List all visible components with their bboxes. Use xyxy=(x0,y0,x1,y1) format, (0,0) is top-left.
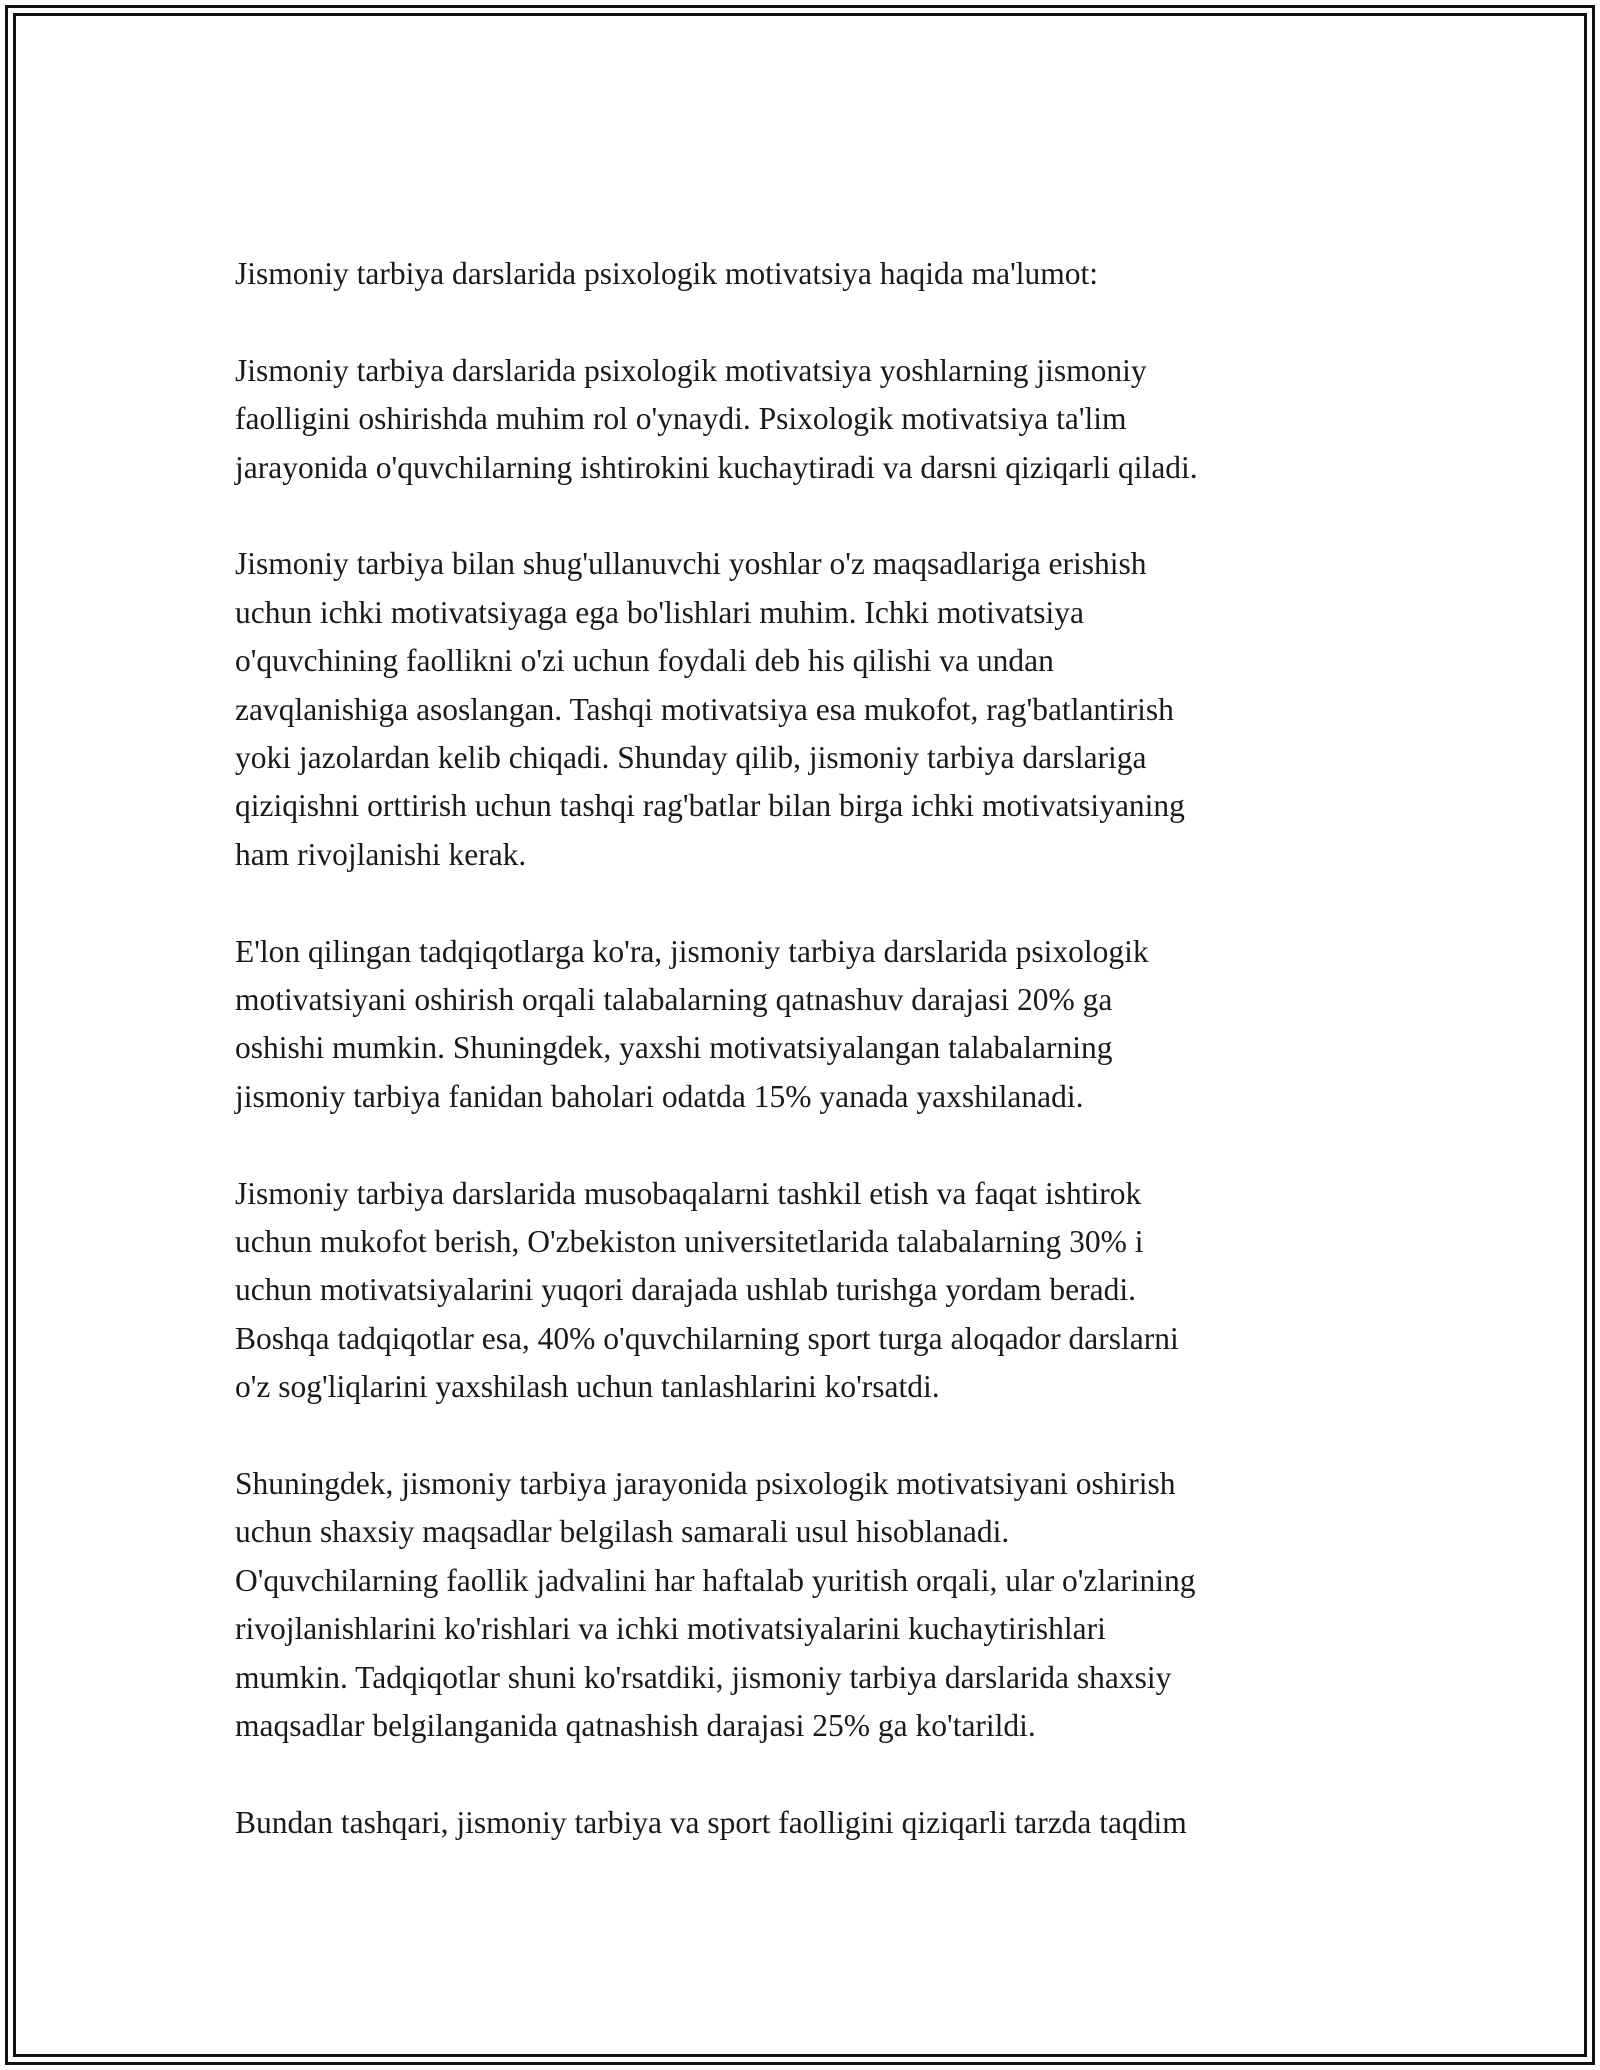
paragraph-research-statistics: E'lon qilingan tadqiqotlarga ko'ra, jismoniy tarbiya darslarida psixologik motivatsiyani oshirish orqali talabalarning qatnashuv darajasi 20% ga oshishi mumkin. Shuningdek, yaxshi motivatsiyalangan talabalarning jismoniy tarbiya fanidan baholari odatda 15% yanada yaxshilanadi. xyxy=(235,933,1149,1114)
document-heading-paragraph: Jismoniy tarbiya darslarida psixologik motivatsiya haqida ma'lumot: xyxy=(235,256,1099,291)
paragraph-intro: Jismoniy tarbiya darslarida psixologik motivatsiya yoshlarning jismoniy faolligini oshirishda muhim rol o'ynaydi. Psixologik motivatsiya ta'lim jarayonida o'quvchilarning ishtirokini kuchaytiradi va darsni qiziqarli qiladi. xyxy=(235,352,1198,485)
paragraph-competitions: Jismoniy tarbiya darslarida musobaqalarni tashkil etish va faqat ishtirok uchun mukofot berish, O'zbekiston universitetlarida talabalarning 30% i uchun motivatsiyalarini yuqori darajada ushlab turishga yordam beradi. Boshqa tadqiqotlar esa, 40% o'quvchilarning sport turga aloqador darslarni o'z sog'liqlarini yaxshilash uchun tanlashlarini ko'rsatdi. xyxy=(235,1175,1179,1405)
paragraph-closing: Bundan tashqari, jismoniy tarbiya va sport faolligini qiziqarli tarzda taqdim xyxy=(235,1804,1187,1840)
paragraph-internal-motivation: Jismoniy tarbiya bilan shug'ullanuvchi yoshlar o'z maqsadlariga erishish uchun ichki motivatsiyaga ega bo'lishlari muhim. Ichki motivatsiya o'quvchining faollikni o'zi uchun foydali deb his qilishi va undan zavqlanishiga asoslangan. Tashqi motivatsiya esa mukofot, rag'batlantirish yoki jazolardan kelib chiqadi. Shunday qilib, jismoniy tarbiya darslariga qiziqishni orttirish uchun tashqi rag'batlar bilan birga ichki motivatsiyaning ham rivojlanishi kerak. xyxy=(235,546,1185,872)
document-body xyxy=(235,250,1375,1847)
paragraph-personal-goals: Shuningdek, jismoniy tarbiya jarayonida psixologik motivatsiyani oshirish uchun shaxsiy maqsadlar belgilash samarali usul hisoblanadi. O'quvchilarning faollik jadvalini har haftalab yuritish orqali, ular o'zlarining rivojlanishlarini ko'rishlari va ichki motivatsiyalarini kuchaytirishlari mumkin. Tadqiqotlar shuni ko'rsatdiki, jismoniy tarbiya darslarida shaxsiy maqsadlar belgilanganida qatnashish darajasi 25% ga ko'tarildi. xyxy=(235,1466,1196,1744)
